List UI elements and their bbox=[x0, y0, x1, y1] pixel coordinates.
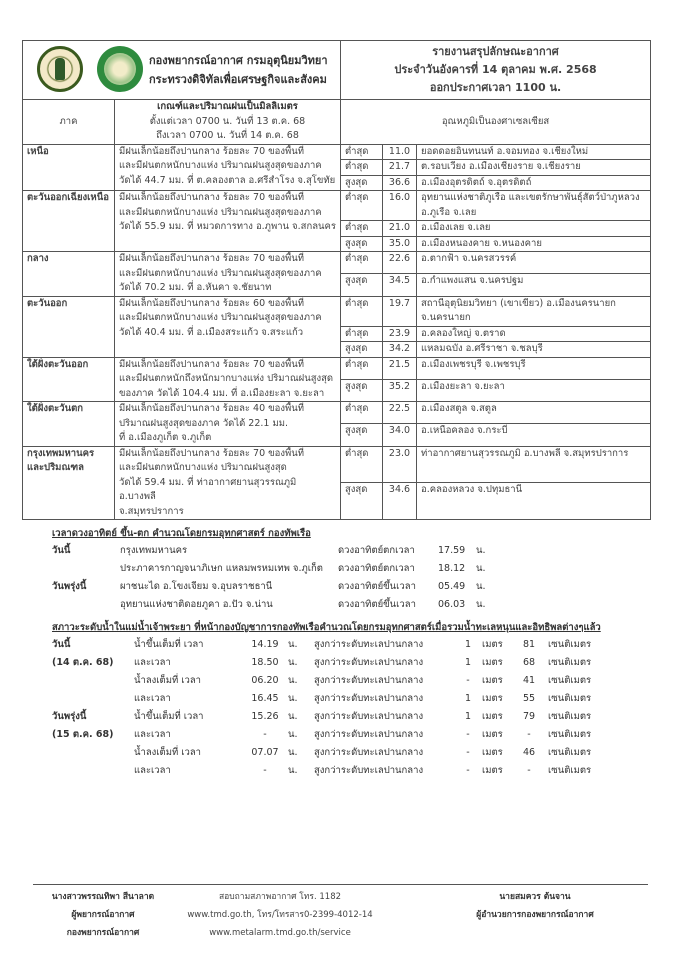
temp-kind: สูงสุด bbox=[341, 379, 383, 401]
temp-kind: ต่ำสุด bbox=[341, 326, 383, 342]
mdes-logo bbox=[97, 46, 143, 92]
rain-summary-line: ของภาค วัดได้ 104.4 มม. ที่ อ.เมืองยะลา จ.ยะลา bbox=[119, 387, 325, 399]
temp-kind: ต่ำสุด bbox=[341, 191, 383, 221]
sun-time: 05.49 bbox=[438, 581, 466, 592]
temp-value: 11.0 bbox=[383, 144, 417, 160]
weather-table bbox=[22, 40, 651, 520]
col-region-header: ภาค bbox=[23, 100, 115, 145]
tide-reference: สูงกว่าระดับทะเลปานกลาง bbox=[314, 729, 424, 740]
tide-reference: สูงกว่าระดับทะเลปานกลาง bbox=[314, 711, 424, 722]
region-row bbox=[23, 446, 651, 483]
region-name-cell bbox=[23, 144, 115, 191]
sun-row bbox=[52, 542, 678, 560]
temp-kind: ต่ำสุด bbox=[341, 252, 383, 274]
tide-reference: สูงกว่าระดับทะเลปานกลาง bbox=[314, 765, 424, 776]
region-row bbox=[23, 191, 651, 221]
temp-place: อ.เมืองเลย จ.เลย bbox=[421, 222, 491, 233]
temp-kind: ต่ำสุด bbox=[341, 160, 383, 176]
temp-value: 34.0 bbox=[383, 424, 417, 446]
sun-unit: น. bbox=[476, 581, 486, 592]
temp-value: 34.6 bbox=[383, 483, 417, 520]
rain-summary-line: มีฝนเล็กน้อยถึงปานกลาง ร้อยละ 40 ของพื้นที่ bbox=[119, 403, 305, 414]
rain-summary-line: มีฝนเล็กน้อยถึงปานกลาง ร้อยละ 70 ของพื้นที่ bbox=[119, 358, 305, 370]
tide-meter-unit: เมตร bbox=[482, 657, 503, 668]
col-rain-from: ตั้งแต่เวลา 0700 น. วันที่ 13 ต.ค. 68 bbox=[149, 115, 306, 127]
temp-kind: ต่ำสุด bbox=[341, 402, 383, 424]
temp-place: อ.คลองหลวง จ.ปทุมธานี bbox=[421, 484, 523, 496]
region-name-cell bbox=[23, 191, 115, 252]
tide-unit: น. bbox=[288, 693, 298, 704]
temp-place-cell bbox=[417, 236, 651, 252]
tide-time: - bbox=[263, 729, 267, 740]
tide-meter-unit: เมตร bbox=[482, 639, 503, 650]
tide-meters: - bbox=[466, 729, 470, 740]
region-name-line2: และปริมณฑล bbox=[27, 462, 84, 473]
region-row bbox=[23, 357, 651, 379]
forecaster-dept: กองพยากรณ์อากาศ bbox=[66, 928, 140, 938]
report-date: ประจำวันอังคารที่ 14 ตุลาคม พ.ศ. 2568 bbox=[394, 63, 597, 76]
sun-row bbox=[52, 560, 678, 578]
temp-value: 21.5 bbox=[383, 357, 417, 379]
tide-meter-unit: เมตร bbox=[482, 765, 503, 776]
temp-place-cell bbox=[417, 379, 651, 401]
temp-place: อ.เมืองยะลา จ.ยะลา bbox=[421, 380, 505, 392]
sun-place: อุทยานแห่งชาติดอยภูคา อ.ปัว จ.น่าน bbox=[120, 599, 273, 610]
temp-place-cell bbox=[417, 483, 651, 520]
temp-place-cell bbox=[417, 424, 651, 446]
temp-kind: ต่ำสุด bbox=[341, 296, 383, 326]
rain-summary-cell bbox=[115, 144, 341, 191]
temp-value: 16.0 bbox=[383, 191, 417, 221]
sun-event: ดวงอาทิตย์ขึ้นเวลา bbox=[338, 581, 416, 592]
temp-place: ท่าอากาศยานสุวรรณภูมิ อ.บางพลี จ.สมุทรปราการ bbox=[421, 447, 629, 459]
tide-label: และเวลา bbox=[134, 729, 171, 740]
tide-time: - bbox=[263, 765, 267, 776]
tide-reference: สูงกว่าระดับทะเลปานกลาง bbox=[314, 657, 424, 668]
temp-value: 22.5 bbox=[383, 402, 417, 424]
rain-summary-line: และมีฝนตกหนักบางแห่ง ปริมาณฝนสูงสุดของภาค bbox=[119, 312, 322, 323]
contact-website[interactable]: www.tmd.go.th, โทร/โทรสาร0-2399-4012-14 bbox=[187, 910, 373, 920]
temp-value: 23.9 bbox=[383, 326, 417, 342]
temp-place-cell bbox=[417, 326, 651, 342]
tide-meter-unit: เมตร bbox=[482, 747, 503, 758]
tide-unit: น. bbox=[288, 729, 298, 740]
tide-row bbox=[52, 744, 678, 762]
rain-summary-line: มีฝนเล็กน้อยถึงปานกลาง ร้อยละ 70 ของพื้นที่ bbox=[119, 145, 305, 157]
tide-centimeter-unit: เซนติเมตร bbox=[548, 693, 592, 704]
rain-summary-line: มีฝนเล็กน้อยถึงปานกลาง ร้อยละ 70 ของพื้นที่ bbox=[119, 192, 305, 203]
temp-kind: ต่ำสุด bbox=[341, 144, 383, 160]
temp-value: 22.6 bbox=[383, 252, 417, 274]
temp-place-cell bbox=[417, 175, 651, 191]
sun-time: 18.12 bbox=[438, 563, 466, 574]
temp-place: อุทยานแห่งชาติภูเรือ และเขตรักษาพันธุ์สัตว์ป่าภูหลวง bbox=[421, 192, 640, 203]
rain-summary-line: วัดได้ 40.4 มม. ที่ อ.เมืองสระแก้ว จ.สระแก้ว bbox=[119, 326, 304, 338]
temp-place: อ.ตากฟ้า จ.นครสวรรค์ bbox=[421, 253, 517, 264]
temp-place: อ.เมืองหนองคาย จ.หนองคาย bbox=[421, 237, 542, 249]
region-name: ตะวันออก bbox=[27, 297, 68, 309]
contact-metalarm-link[interactable]: www.metalarm.tmd.go.th/service bbox=[209, 928, 351, 938]
rain-summary-line: และมีฝนตกหนักบางแห่ง ปริมาณฝนสูงสุดของภาค bbox=[119, 206, 322, 218]
temp-kind: สูงสุด bbox=[341, 424, 383, 446]
temp-place: อ.เมืองอุตรดิตถ์ จ.อุตรดิตถ์ bbox=[421, 176, 532, 188]
tide-time: 07.07 bbox=[251, 747, 279, 758]
temp-place-cell bbox=[417, 446, 651, 483]
header-row bbox=[23, 41, 651, 100]
sun-place: กรุงเทพมหานคร bbox=[120, 545, 188, 556]
region-name-cell bbox=[23, 296, 115, 357]
rain-summary-cell bbox=[115, 191, 341, 252]
tide-meters: 1 bbox=[464, 711, 472, 722]
tide-row bbox=[52, 726, 678, 744]
temp-place: สถานีอุตุนิยมวิทยา (เขาเขียว) อ.เมืองนครนายก จ.นครนายก bbox=[421, 297, 616, 323]
sun-place: ประภาคารกาญจนาภิเษก แหลมพรหมเทพ จ.ภูเก็ต bbox=[120, 563, 323, 574]
sun-event: ดวงอาทิตย์ตกเวลา bbox=[338, 545, 415, 556]
rain-summary-cell bbox=[115, 296, 341, 357]
col-rain-header bbox=[115, 100, 341, 145]
col-rain-to: ถึงเวลา 0700 น. วันที่ 14 ต.ค. 68 bbox=[156, 130, 299, 141]
tide-row bbox=[52, 762, 678, 780]
tide-reference: สูงกว่าระดับทะเลปานกลาง bbox=[314, 747, 424, 758]
col-temp-header: อุณหภูมิเป็นองศาเซลเซียส bbox=[341, 100, 651, 145]
tide-centimeters: 79 bbox=[522, 711, 536, 722]
temp-place: อ.เหนือคลอง จ.กระบี่ bbox=[421, 425, 508, 437]
tide-time: 18.50 bbox=[251, 657, 279, 668]
tide-centimeters: 46 bbox=[522, 747, 536, 758]
tide-meters: 1 bbox=[464, 657, 472, 668]
director-title: ผู้อำนวยการกองพยากรณ์อากาศ bbox=[476, 910, 594, 920]
temp-place: อ.เมืองสตูล จ.สตูล bbox=[421, 403, 497, 414]
sun-unit: น. bbox=[476, 563, 486, 574]
rain-summary-line: วัดได้ 59.4 มม. ที่ ท่าอากาศยานสุวรรณภูมิ อ.บางพลี bbox=[119, 476, 297, 502]
temp-value: 23.0 bbox=[383, 446, 417, 483]
tide-reference: สูงกว่าระดับทะเลปานกลาง bbox=[314, 675, 424, 686]
region-name-cell bbox=[23, 446, 115, 520]
tide-reference: สูงกว่าระดับทะเลปานกลาง bbox=[314, 693, 424, 704]
tide-row bbox=[52, 708, 678, 726]
region-name: ตะวันออกเฉียงเหนือ bbox=[27, 192, 109, 203]
tide-label: และเวลา bbox=[134, 765, 171, 776]
report-document bbox=[22, 40, 650, 520]
temp-place-cell bbox=[417, 342, 651, 358]
temp-place: ยอดดอยอินทนนท์ อ.จอมทอง จ.เชียงใหม่ bbox=[421, 145, 589, 157]
sun-row bbox=[52, 596, 678, 614]
tide-unit: น. bbox=[288, 675, 298, 686]
region-name: กลาง bbox=[27, 253, 49, 264]
temp-place-cell bbox=[417, 191, 651, 221]
tide-label: น้ำขึ้นเต็มที่ เวลา bbox=[134, 711, 204, 722]
tide-label: และเวลา bbox=[134, 693, 171, 704]
temp-kind: สูงสุด bbox=[341, 274, 383, 296]
tide-day: วันพรุ่งนี้ bbox=[52, 711, 87, 722]
tide-meter-unit: เมตร bbox=[482, 729, 503, 740]
rain-summary-line: และมีฝนตกหนักถึงหนักมากบางแห่ง ปริมาณฝนสูงสุด bbox=[119, 373, 334, 384]
tide-row bbox=[52, 654, 678, 672]
tide-time: 15.26 bbox=[251, 711, 279, 722]
rain-summary-line: และมีฝนตกหนักบางแห่ง ปริมาณฝนสูงสุดของภาค bbox=[119, 160, 322, 171]
temp-kind: สูงสุด bbox=[341, 236, 383, 252]
tide-centimeter-unit: เซนติเมตร bbox=[548, 747, 592, 758]
sun-rows bbox=[52, 542, 678, 614]
tide-row bbox=[52, 672, 678, 690]
tide-meters: - bbox=[466, 675, 470, 686]
tide-centimeters: 68 bbox=[522, 657, 536, 668]
region-name-cell bbox=[23, 402, 115, 447]
sun-section-title: เวลาดวงอาทิตย์ ขึ้น-ตก คำนวณโดยกรมอุทกศาสตร์ กองทัพเรือ bbox=[52, 528, 311, 539]
region-name: ใต้ฝั่งตะวันออก bbox=[27, 358, 89, 370]
tide-row bbox=[52, 636, 678, 654]
rain-summary-line: จ.สมุทรปราการ bbox=[119, 505, 184, 517]
rain-summary-line: ที่ อ.เมืองภูเก็ต จ.ภูเก็ต bbox=[119, 432, 212, 443]
contact-phone: สอบถามสภาพอากาศ โทร. 1182 bbox=[218, 892, 342, 902]
rain-summary-line: และมีฝนตกหนักบางแห่ง ปริมาณฝนสูงสุดของภาค bbox=[119, 267, 322, 279]
tide-centimeters: 41 bbox=[522, 675, 536, 686]
tide-centimeters: 55 bbox=[522, 693, 536, 704]
temp-kind: สูงสุด bbox=[341, 342, 383, 358]
temp-place-line2: อ.ภูเรือ จ.เลย bbox=[421, 206, 477, 218]
report-header bbox=[341, 41, 651, 100]
org-line-1: กองพยากรณ์อากาศ กรมอุตุนิยมวิทยา bbox=[149, 54, 328, 67]
tide-meters: - bbox=[466, 765, 470, 776]
tide-label: น้ำลงเต็มที่ เวลา bbox=[134, 675, 201, 686]
region-name: กรุงเทพมหานคร bbox=[27, 447, 95, 459]
tide-reference: สูงกว่าระดับทะเลปานกลาง bbox=[314, 639, 424, 650]
footer bbox=[0, 880, 678, 960]
tide-time: 06.20 bbox=[251, 675, 279, 686]
rain-summary-line: มีฝนเล็กน้อยถึงปานกลาง ร้อยละ 60 ของพื้นที่ bbox=[119, 297, 305, 309]
region-name: เหนือ bbox=[27, 145, 49, 157]
temp-value: 34.5 bbox=[383, 274, 417, 296]
temp-place-cell bbox=[417, 296, 651, 326]
temp-place-cell bbox=[417, 274, 651, 296]
region-row bbox=[23, 252, 651, 274]
temp-place-cell bbox=[417, 221, 651, 237]
col-rain-title: เกณฑ์และปริมาณฝนเป็นมิลลิเมตร bbox=[157, 101, 298, 112]
tide-label: และเวลา bbox=[134, 657, 171, 668]
temp-kind: ต่ำสุด bbox=[341, 446, 383, 483]
rain-summary-cell bbox=[115, 446, 341, 520]
temp-place-cell bbox=[417, 357, 651, 379]
tide-meter-unit: เมตร bbox=[482, 675, 503, 686]
temp-place-cell bbox=[417, 144, 651, 160]
temp-kind: ต่ำสุด bbox=[341, 221, 383, 237]
region-name-cell bbox=[23, 357, 115, 402]
tide-time: 16.45 bbox=[251, 693, 279, 704]
sun-row bbox=[52, 578, 678, 596]
org-line-2: กระทรวงดิจิทัลเพื่อเศรษฐกิจและสังคม bbox=[149, 73, 327, 86]
temp-value: 34.2 bbox=[383, 342, 417, 358]
tide-unit: น. bbox=[288, 765, 298, 776]
rain-summary-line: มีฝนเล็กน้อยถึงปานกลาง ร้อยละ 70 ของพื้นที่ bbox=[119, 253, 305, 264]
rain-summary-cell bbox=[115, 357, 341, 402]
tmd-logo bbox=[37, 46, 83, 92]
sun-unit: น. bbox=[476, 545, 486, 556]
sun-time: 17.59 bbox=[438, 545, 466, 556]
tide-day: (15 ต.ค. 68) bbox=[52, 729, 114, 740]
tide-centimeter-unit: เซนติเมตร bbox=[548, 639, 592, 650]
temp-place: ต.รอบเวียง อ.เมืองเชียงราย จ.เชียงราย bbox=[421, 161, 581, 172]
region-row bbox=[23, 144, 651, 160]
sun-day: วันนี้ bbox=[52, 545, 71, 556]
director-name: นายสมควร ต้นจาน bbox=[499, 892, 571, 902]
temp-value: 19.7 bbox=[383, 296, 417, 326]
temp-place: อ.กำแพงแสน จ.นครปฐม bbox=[421, 275, 524, 287]
tide-meter-unit: เมตร bbox=[482, 693, 503, 704]
tide-label: น้ำลงเต็มที่ เวลา bbox=[134, 747, 201, 758]
tide-centimeter-unit: เซนติเมตร bbox=[548, 675, 592, 686]
rain-summary-line: วัดได้ 55.9 มม. ที่ หมวดการทาง อ.ภูพาน จ.สกลนคร bbox=[119, 221, 336, 232]
tide-day: (14 ต.ค. 68) bbox=[52, 657, 114, 668]
rain-summary-line: วัดได้ 70.2 มม. ที่ อ.หันคา จ.ชัยนาท bbox=[119, 282, 272, 293]
tide-centimeters: - bbox=[527, 765, 531, 776]
sun-event: ดวงอาทิตย์ขึ้นเวลา bbox=[338, 599, 416, 610]
temp-value: 21.7 bbox=[383, 160, 417, 176]
rain-summary-line: วัดได้ 44.7 มม. ที่ ต.คลองตาล อ.ศรีสำโรง จ.สุโขทัย bbox=[119, 174, 336, 186]
tide-centimeter-unit: เซนติเมตร bbox=[548, 657, 592, 668]
sun-day: วันพรุ่งนี้ bbox=[52, 581, 87, 592]
tide-unit: น. bbox=[288, 657, 298, 668]
region-row bbox=[23, 296, 651, 326]
tide-centimeter-unit: เซนติเมตร bbox=[548, 729, 592, 740]
temp-value: 36.6 bbox=[383, 175, 417, 191]
region-name: ใต้ฝั่งตะวันตก bbox=[27, 403, 84, 414]
temp-value: 35.0 bbox=[383, 236, 417, 252]
temp-place-cell bbox=[417, 402, 651, 424]
temp-place-cell bbox=[417, 160, 651, 176]
sun-place: ผาชนะได อ.โขงเจียม จ.อุบลราชธานี bbox=[120, 581, 273, 592]
forecaster-title: ผู้พยากรณ์อากาศ bbox=[71, 910, 135, 920]
report-time: ออกประกาศเวลา 1100 น. bbox=[429, 81, 562, 94]
tide-rows bbox=[52, 636, 678, 780]
rain-summary-line: และมีฝนตกหนักบางแห่ง ปริมาณฝนสูงสุด bbox=[119, 462, 287, 473]
tide-meters: 1 bbox=[464, 693, 472, 704]
tide-centimeters: - bbox=[527, 729, 531, 740]
temp-place: แหลมฉบัง อ.ศรีราชา จ.ชลบุรี bbox=[421, 343, 543, 354]
tide-unit: น. bbox=[288, 711, 298, 722]
rain-summary-cell bbox=[115, 402, 341, 447]
region-name-cell bbox=[23, 252, 115, 297]
temp-kind: สูงสุด bbox=[341, 483, 383, 520]
temp-place: อ.เมืองเพชรบุรี จ.เพชรบุรี bbox=[421, 358, 526, 370]
region-row bbox=[23, 402, 651, 424]
footer-divider bbox=[33, 884, 648, 885]
forecaster-name: นางสาวพรรณทิพา สีนาลาด bbox=[51, 892, 155, 902]
temp-kind: ต่ำสุด bbox=[341, 357, 383, 379]
tide-meters: 1 bbox=[464, 639, 472, 650]
tide-time: 14.19 bbox=[251, 639, 279, 650]
tide-unit: น. bbox=[288, 747, 298, 758]
rain-summary-cell bbox=[115, 252, 341, 297]
report-title: รายงานสรุปลักษณะอากาศ bbox=[432, 45, 559, 58]
sun-event: ดวงอาทิตย์ตกเวลา bbox=[338, 563, 415, 574]
tide-unit: น. bbox=[288, 639, 298, 650]
org-header bbox=[23, 41, 341, 100]
tide-centimeter-unit: เซนติเมตร bbox=[548, 711, 592, 722]
temp-place-cell bbox=[417, 252, 651, 274]
sun-unit: น. bbox=[476, 599, 486, 610]
sun-time: 06.03 bbox=[438, 599, 466, 610]
rain-summary-line: ปริมาณฝนสูงสุดของภาค วัดได้ 22.1 มม. bbox=[119, 417, 289, 429]
column-header-row bbox=[23, 100, 651, 145]
temp-value: 21.0 bbox=[383, 221, 417, 237]
tide-meter-unit: เมตร bbox=[482, 711, 503, 722]
temp-place: อ.คลองใหญ่ จ.ตราด bbox=[421, 327, 506, 339]
tide-row bbox=[52, 690, 678, 708]
temp-value: 35.2 bbox=[383, 379, 417, 401]
rain-summary-line: มีฝนเล็กน้อยถึงปานกลาง ร้อยละ 70 ของพื้นที่ bbox=[119, 447, 305, 459]
tide-centimeters: 81 bbox=[522, 639, 536, 650]
tide-day: วันนี้ bbox=[52, 639, 71, 650]
tide-section-title: สภาวะระดับน้ำในแม่น้ำเจ้าพระยา ที่หน้ากองบัญชาการกองทัพเรือคำนวณโดยกรมอุทกศาสตร์เมื่อรวมน้ำทะเลหนุนและอิทธิพลต่างๆแล้ว bbox=[52, 622, 601, 633]
tide-label: น้ำขึ้นเต็มที่ เวลา bbox=[134, 639, 204, 650]
temp-kind: สูงสุด bbox=[341, 175, 383, 191]
tide-centimeter-unit: เซนติเมตร bbox=[548, 765, 592, 776]
tide-meters: - bbox=[466, 747, 470, 758]
